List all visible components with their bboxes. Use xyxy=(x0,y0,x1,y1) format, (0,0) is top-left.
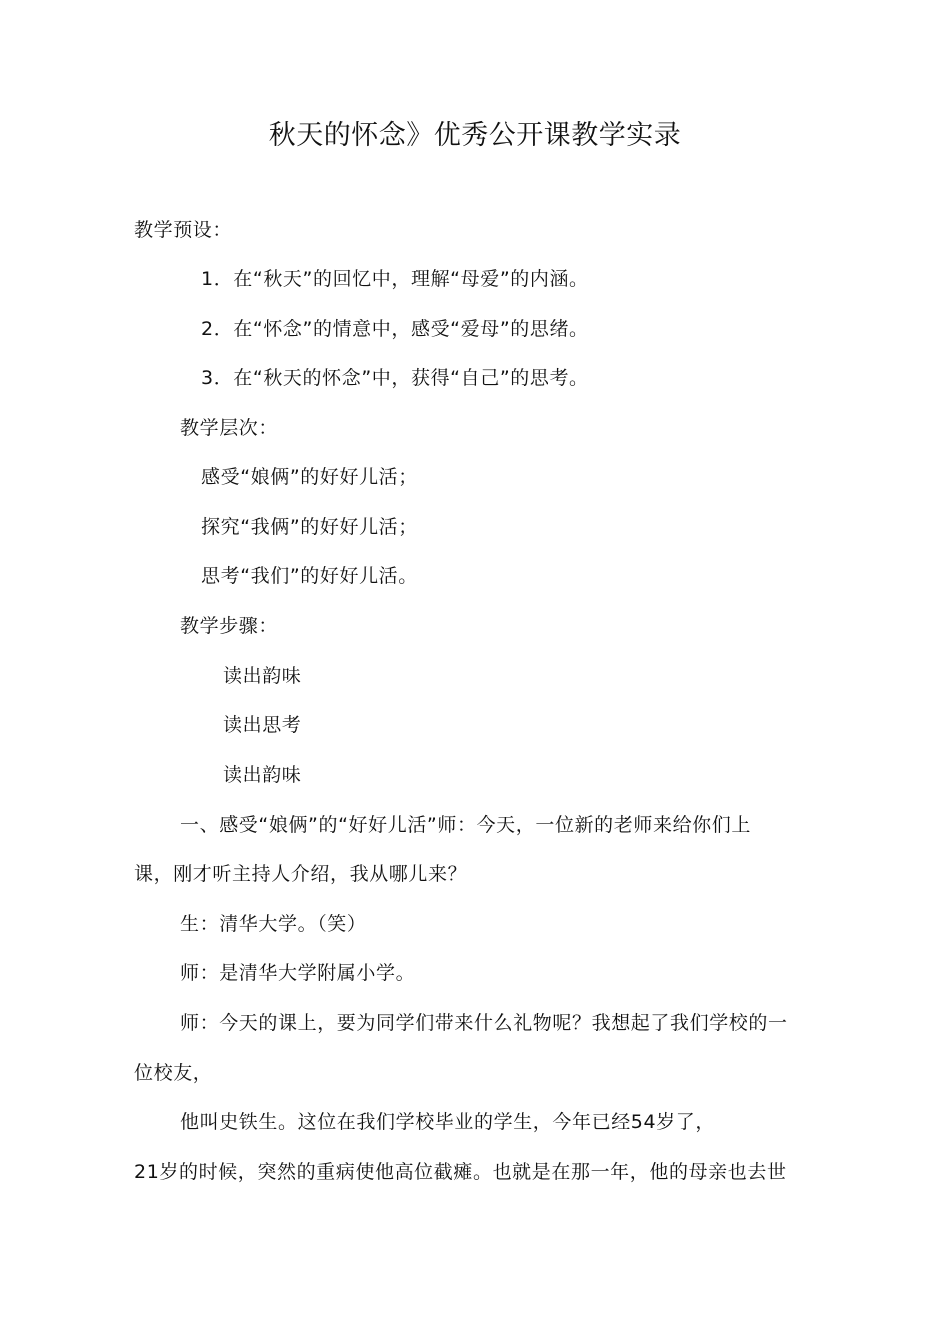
teaching-levels-item-1: 感受“娘俩”的好好儿活； xyxy=(201,466,418,488)
body-paragraph-line: 位校友， xyxy=(134,1062,213,1084)
body-paragraph-line: 课，刚才听主持人介绍，我从哪儿来？ xyxy=(134,863,468,885)
body-paragraph-line: 师：是清华大学附属小学。 xyxy=(180,962,416,984)
teaching-preset-item-1: 1．在“秋天”的回忆中，理解“母爱”的内涵。 xyxy=(201,268,589,290)
body-paragraph-line: 他叫史铁生。这位在我们学校毕业的学生，今年已经54岁了， xyxy=(180,1111,715,1133)
teaching-steps-item-2: 读出思考 xyxy=(223,714,302,736)
teaching-levels-item-3: 思考“我们”的好好儿活。 xyxy=(201,565,418,587)
teaching-preset-item-2: 2．在“怀念”的情意中，感受“爱母”的思绪。 xyxy=(201,318,589,340)
body-paragraph-line: 生：清华大学。（笑） xyxy=(180,913,367,935)
teaching-steps-heading: 教学步骤： xyxy=(180,615,279,637)
teaching-steps-item-1: 读出韵味 xyxy=(223,665,302,687)
teaching-steps-item-3: 读出韵味 xyxy=(223,764,302,786)
body-paragraph-line: 一、感受“娘俩”的“好好儿活”师：今天，一位新的老师来给你们上 xyxy=(180,814,751,836)
body-paragraph-line: 21岁的时候，突然的重病使他高位截瘫。也就是在那一年，他的母亲也去世 xyxy=(134,1161,787,1183)
teaching-levels-heading: 教学层次： xyxy=(180,417,279,439)
teaching-preset-heading: 教学预设： xyxy=(134,219,233,241)
document-title: 秋天的怀念》优秀公开课教学实录 xyxy=(268,120,682,151)
teaching-levels-item-2: 探究“我俩”的好好儿活； xyxy=(201,516,418,538)
teaching-preset-item-3: 3．在“秋天的怀念”中，获得“自己”的思考。 xyxy=(201,367,589,389)
body-paragraph-line: 师：今天的课上，要为同学们带来什么礼物呢？我想起了我们学校的一 xyxy=(180,1012,788,1034)
